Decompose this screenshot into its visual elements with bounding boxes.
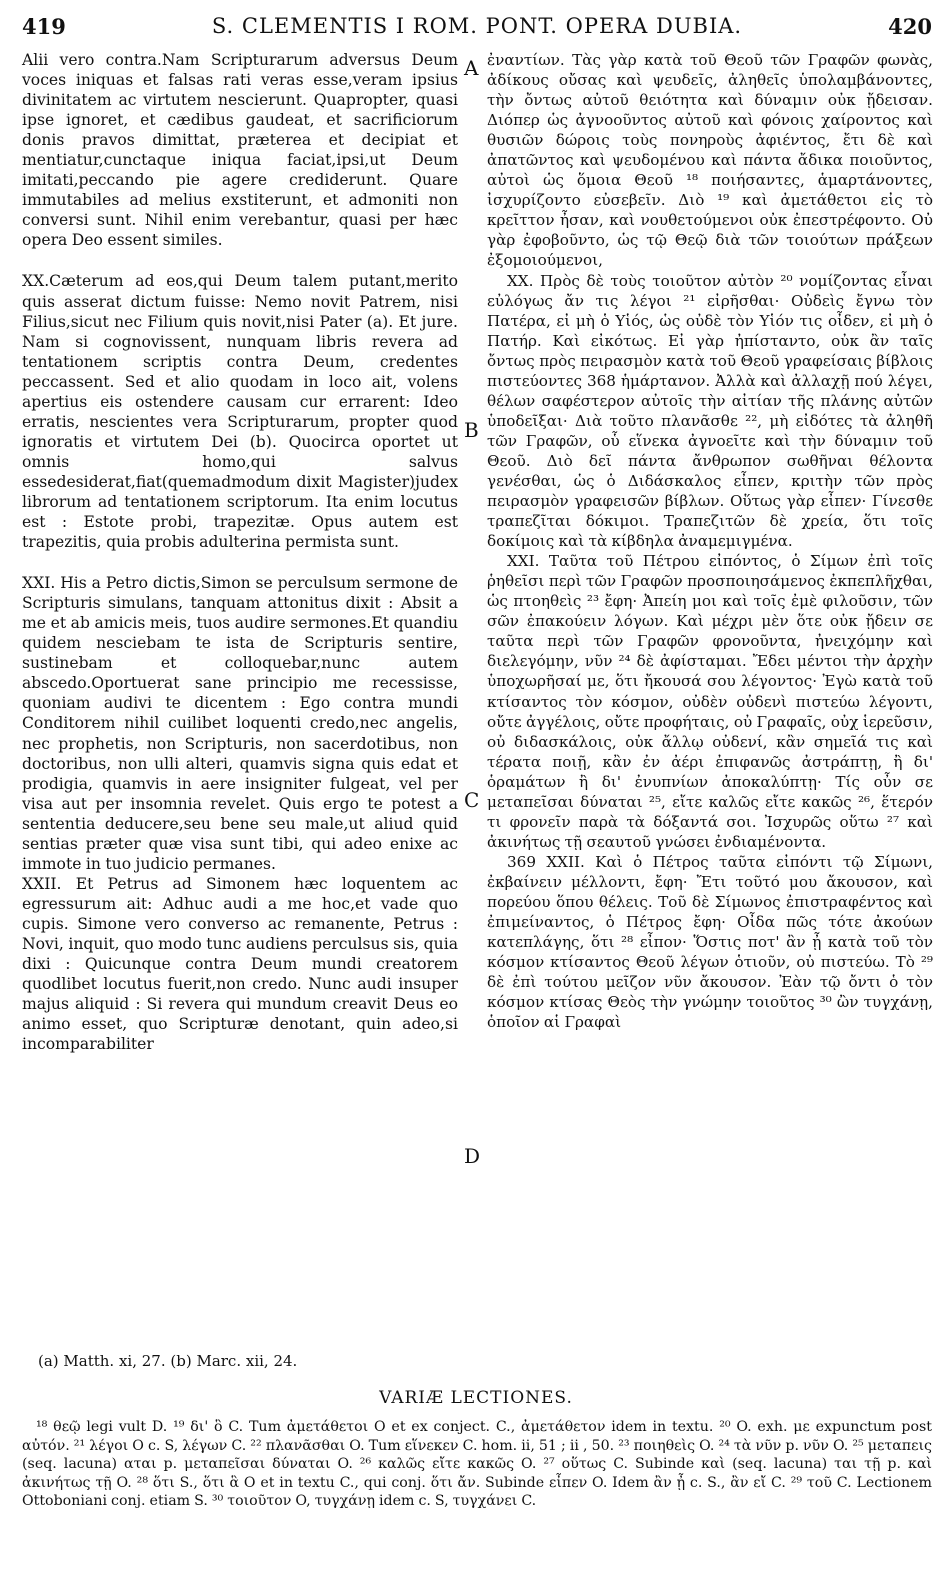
- latin-paragraph: XXII. Et Petrus ad Simonem hæc loquentem ac egressurum ait: Adhuc audi a me hoc,et vade quo cupis. Simone vero converso ac remanente, Petrus : Novi, inquit, quo modo tunc audiens perculsus sis, quia dixi : Quicunque contra Deum mundi creatorem quodlibet locutus fuerit,non credo. Nunc audi insuper majus aliquid : Si revera qui mundum creavit Deus eo animo esset, quo Scripturæ denotant, quin adeo,si incomparabiliter: [22, 874, 458, 1054]
- section-marker: D: [464, 1144, 481, 1168]
- latin-paragraph: Alii vero contra.Nam Scripturarum adversus Deum voces iniquas et falsas rati veras esse,veram ipsius divinitatem ac virtutem nescierunt. Quapropter, quasi ipse ignoret, et cædibus gaudeat, et sacrificiorum donis pravos dimittat, præterea et decipiat et mentiatur,cunctaque iniqua faciat,ipsi,ut Deum imitati,peccando pie agere crediderunt. Quare immutabiles ad melius exstiterunt, et admoniti non conversi sunt. Nihil enim verebantur, quasi per hæc opera Deo essent similes.: [22, 51, 458, 250]
- greek-paragraph: 369 XXII. Καὶ ὁ Πέτρος ταῦτα εἰπόντι τῷ Σίμωνι, ἐκβαίνειν μέλλοντι, ἔφη· Ἔτι τοῦτό μου ἄκουσον, καὶ πορεύου ὅπου θέλεις. Τοῦ δὲ Σίμωνος ἐπιστραφέντος καὶ ἐπιμείναντος, ὁ Πέτρος ἔφη· Οἶδα πῶς τότε ἀκούων κατεπλάγης, ὅτι ²⁸ εἶπον· Ὅστις ποτ' ἂν ᾖ κατὰ τοῦ τὸν κόσμον κτίσαντος Θεοῦ λέγων ὁτιοῦν, οὐ πιστεύω. Τὸ ²⁹ δὲ ἐπὶ τούτου μεῖζον νῦν ἄκουσον. Ἐὰν τῷ ὄντι ὁ τὸν κόσμον κτίσας Θεὸς τὴν γνώμην τοιοῦτος ³⁰ ὢν τυγχάνῃ, ὁποῖον αἱ Γραφαὶ: [487, 852, 933, 1032]
- latin-paragraph: XXI. His a Petro dictis,Simon se perculsum sermone de Scripturis simulans, tanquam attonitus dixit : Absit a me et ab amicis meis, tuos audire sermones.Et quandiu quidem nesciebam te ista de Scripturis sentire, sustinebam et colloquebar,nunc autem abscedo.Oportuerat sane principio me recessisse, quoniam audivi te dicentem : Ego contra mundi Conditorem nihil cuilibet loquenti credo,nec angelis, nec prophetis, non Scripturis, non sacerdotibus, non doctoribus, non ulli alteri, quamvis signa quis edat et prodigia, quamvis in aere insigniter fulgeat, vel per visa aut per insomnia revelet. Quis ergo te potest a sententia deducere,seu bene seu male,ut aliud quid sentias præter quæ visa sunt tibi, qui adeo enixe ac immote in tuo judicio permanes.: [22, 574, 458, 873]
- variae-lectiones: [22, 1418, 932, 1511]
- page-number-right: 420: [888, 14, 932, 39]
- greek-paragraph: XX. Πρὸς δὲ τοὺς τοιοῦτον αὐτὸν ²⁰ νομίζοντας εἶναι εὐλόγως ἄν τις λέγοι ²¹ εἰρῆσθαι· Οὐδεὶς ἔγνω τὸν Πατέρα, εἰ μὴ ὁ Υἱός, ὡς οὐδὲ τὸν Υἱόν τις οἶδεν, εἰ μὴ ὁ Πατήρ. Καὶ εἰκότως. Εἰ γὰρ ἠπίσταντο, οὐκ ἂν ταῖς ὄντως πρὸς πειρασμὸν κατὰ τοῦ Θεοῦ γραφείσαις βίβλοις πιστεύοντες 368 ἡμάρτανον. Ἀλλὰ καὶ ἀλλαχῇ πού λέγει, θέλων σαφέστερον αὐτοῖς τὴν αἰτίαν τῆς πλάνης αὐτῶν ὑποδεῖξαι· Διὰ τοῦτο πλανᾶσθε ²², μὴ εἰδότες τὰ ἀληθῆ τῶν Γραφῶν, οὗ εἵνεκα ἀγνοεῖτε καὶ τὴν δύναμιν τοῦ Θεοῦ. Διὸ δεῖ πάντα ἄνθρωπον σωθῆναι θέλοντα γενέσθαι, ὡς ὁ Διδάσκαλος εἶπεν, κριτὴν τῶν πρὸς πειρασμὸν γραφεισῶν βίβλων. Οὕτως γὰρ εἶπεν· Γίνεσθε τραπεζῖται δόκιμοι. Τραπεζιτῶν δὲ χρεία, ὅτι τοῖς δοκίμοις καὶ τὰ κίβδηλα ἀναμεμιγμένα.: [487, 271, 933, 551]
- running-title: S. CLEMENTIS I ROM. PONT. OPERA DUBIA.: [211, 14, 743, 38]
- section-marker: C: [464, 788, 480, 812]
- latin-paragraph: XX.Cæterum ad eos,qui Deum talem putant,merito quis asserat dictum fuisse: Nemo novit Patrem, nisi Filius,sicut nec Filium quis novit,nisi Pater (a). Et jure. Nam si cognovissent, nunquam libris revera ad tentationem scriptis contra Deum, credentes peccassent. Sed et alio quodam in loco ait, volens apertius eis ostendere causam cur errarent: Ideo erratis, nescientes vera Scripturarum, propter quod ignoratis et virtutem Dei (b). Quocirca oportet ut omnis homo,qui salvus essedesiderat,fiat(quemadmodum dixit Magister)judex librorum ad tentationem scriptorum. Ita enim locutus est : Estote probi, trapezitæ. Opus autem est trapezitis, quia probis adulterina permista sunt.: [22, 272, 458, 552]
- footnote-citations: (a) Matth. xi, 27. (b) Marc. xii, 24.: [38, 1352, 298, 1370]
- latin-column: [22, 50, 458, 1054]
- variae-lectiones-title: VARIÆ LECTIONES.: [379, 1388, 573, 1408]
- greek-paragraph: ἐναντίων. Τὰς γὰρ κατὰ τοῦ Θεοῦ τῶν Γραφῶν φωνὰς, ἀδίκους οὔσας καὶ ψευδεῖς, ἀληθεῖς ὑπολαμβάνοντες, τὴν ὄντως αὐτοῦ θειότητα καὶ δύναμιν οὐκ ᾔδεισαν. Διόπερ ὡς ἀγνοοῦντος αὐτοῦ καὶ φόνοις χαίροντος καὶ θυσιῶν δώροις τοὺς πονηροὺς ἀφιέντος, ἔτι δὲ καὶ ἀπατῶντος καὶ ψευδομένου καὶ πάντα ἄδικα ποιοῦντος, αὐτοὶ ὡς ὅμοια Θεοῦ ¹⁸ ποιήσαντες, ἁμαρτάνοντες, ἰσχυρίζοντο εὐσεβεῖν. Διὸ ¹⁹ καὶ ἀμετάθετοι εἰς τὸ κρεῖττον ἦσαν, καὶ νουθετούμενοι οὐκ ἐπεστρέφοντο. Οὐ γὰρ ἐφοβοῦντο, ὡς τῷ Θεῷ διὰ τῶν τοιούτων πράξεων ἐξομοιούμενοι,: [487, 51, 933, 270]
- page-header: [22, 14, 932, 42]
- section-marker: B: [464, 418, 479, 442]
- variae-text: ¹⁸ θεῷ legi vult D. ¹⁹ δι' ὃ C. Tum ἀμετάθετοι O et ex conject. C., ἀμετάθετον idem in textu. ²⁰ O. exh. με expunctum post αὐτόν. ²¹ λέγοι O c. S, λέγων C. ²² πλανᾶσθαι O. Tum εἵνεκεν C. hom. ii, 51 ; ii , 50. ²³ ποιηθεὶς O. ²⁴ τὰ νῦν p. νῦν O. ²⁵ μεταπεις (seq. lacuna) αται p. μεταπεῖσαι δύναται O. ²⁶ καλῶς εἴτε κακῶς O. ²⁷ οὕτως C. Subinde καὶ (seq. lacuna) ται τῇ p. καὶ ἀκινήτως τῇ O. ²⁸ ὅτι S., ὅτι ἃ O et in textu C., qui conj. ὅτι ἄν. Subinde εἶπεν O. Idem ἂν ᾖ c. S., ἂν εἴ C. ²⁹ τοῦ C. Lectionem Ottoboniani conj. etiam S. ³⁰ τοιοῦτον O, τυγχάνῃ idem c. S, τυγχάνει C.: [22, 1419, 932, 1509]
- greek-column: [487, 50, 933, 1032]
- greek-paragraph: XXI. Ταῦτα τοῦ Πέτρου εἰπόντος, ὁ Σίμων ἐπὶ τοῖς ῥηθεῖσι περὶ τῶν Γραφῶν προσποιησάμενος ἐκπεπλῆχθαι, ὡς πτοηθεὶς ²³ ἔφη· Ἀπείη μοι καὶ τοῖς ἐμὲ φιλοῦσιν, τῶν σῶν ἐπακούειν λόγων. Καὶ μέχρι μὲν ὅτε οὐκ ᾔδειν σε ταῦτα περὶ τῶν Γραφῶν φρονοῦντα, ἠνειχόμην καὶ διελεγόμην, νῦν ²⁴ δὲ ἀφίσταμαι. Ἔδει μέντοι τὴν ἀρχὴν ὑποχωρῆσαί με, ὅτι ἤκουσά σου λέγοντος· Ἐγὼ κατὰ τοῦ κτίσαντος τὸν κόσμον, οὐδὲν οὐδενὶ πιστεύω λέγοντι, οὔτε ἀγγέλοις, οὔτε προφήταις, οὐ Γραφαῖς, οὐχ ἱερεῦσιν, οὐ διδασκάλοις, οὐκ ἄλλῳ οὐδενί, κἂν σημεῖά τις καὶ τέρατα ποιῇ, κἂν ἐν ἀέρι ἐπιφανῶς ἀστράπτῃ, ἢ δι' ὁραμάτων ἢ δι' ἐνυπνίων ἀποκαλύπτῃ· Τίς οὖν σε μεταπεῖσαι δύναται ²⁵, εἴτε καλῶς εἴτε κακῶς ²⁶, ἕτερόν τι φρονεῖν παρὰ τὰ δόξαντά σοι. Ἰσχυρῶς οὕτω ²⁷ καὶ ἀκινήτως τῇ σεαυτοῦ γνώσει ἐνδιαμένοντα.: [487, 552, 933, 851]
- page-number-left: 419: [22, 14, 66, 39]
- section-marker: A: [464, 56, 479, 80]
